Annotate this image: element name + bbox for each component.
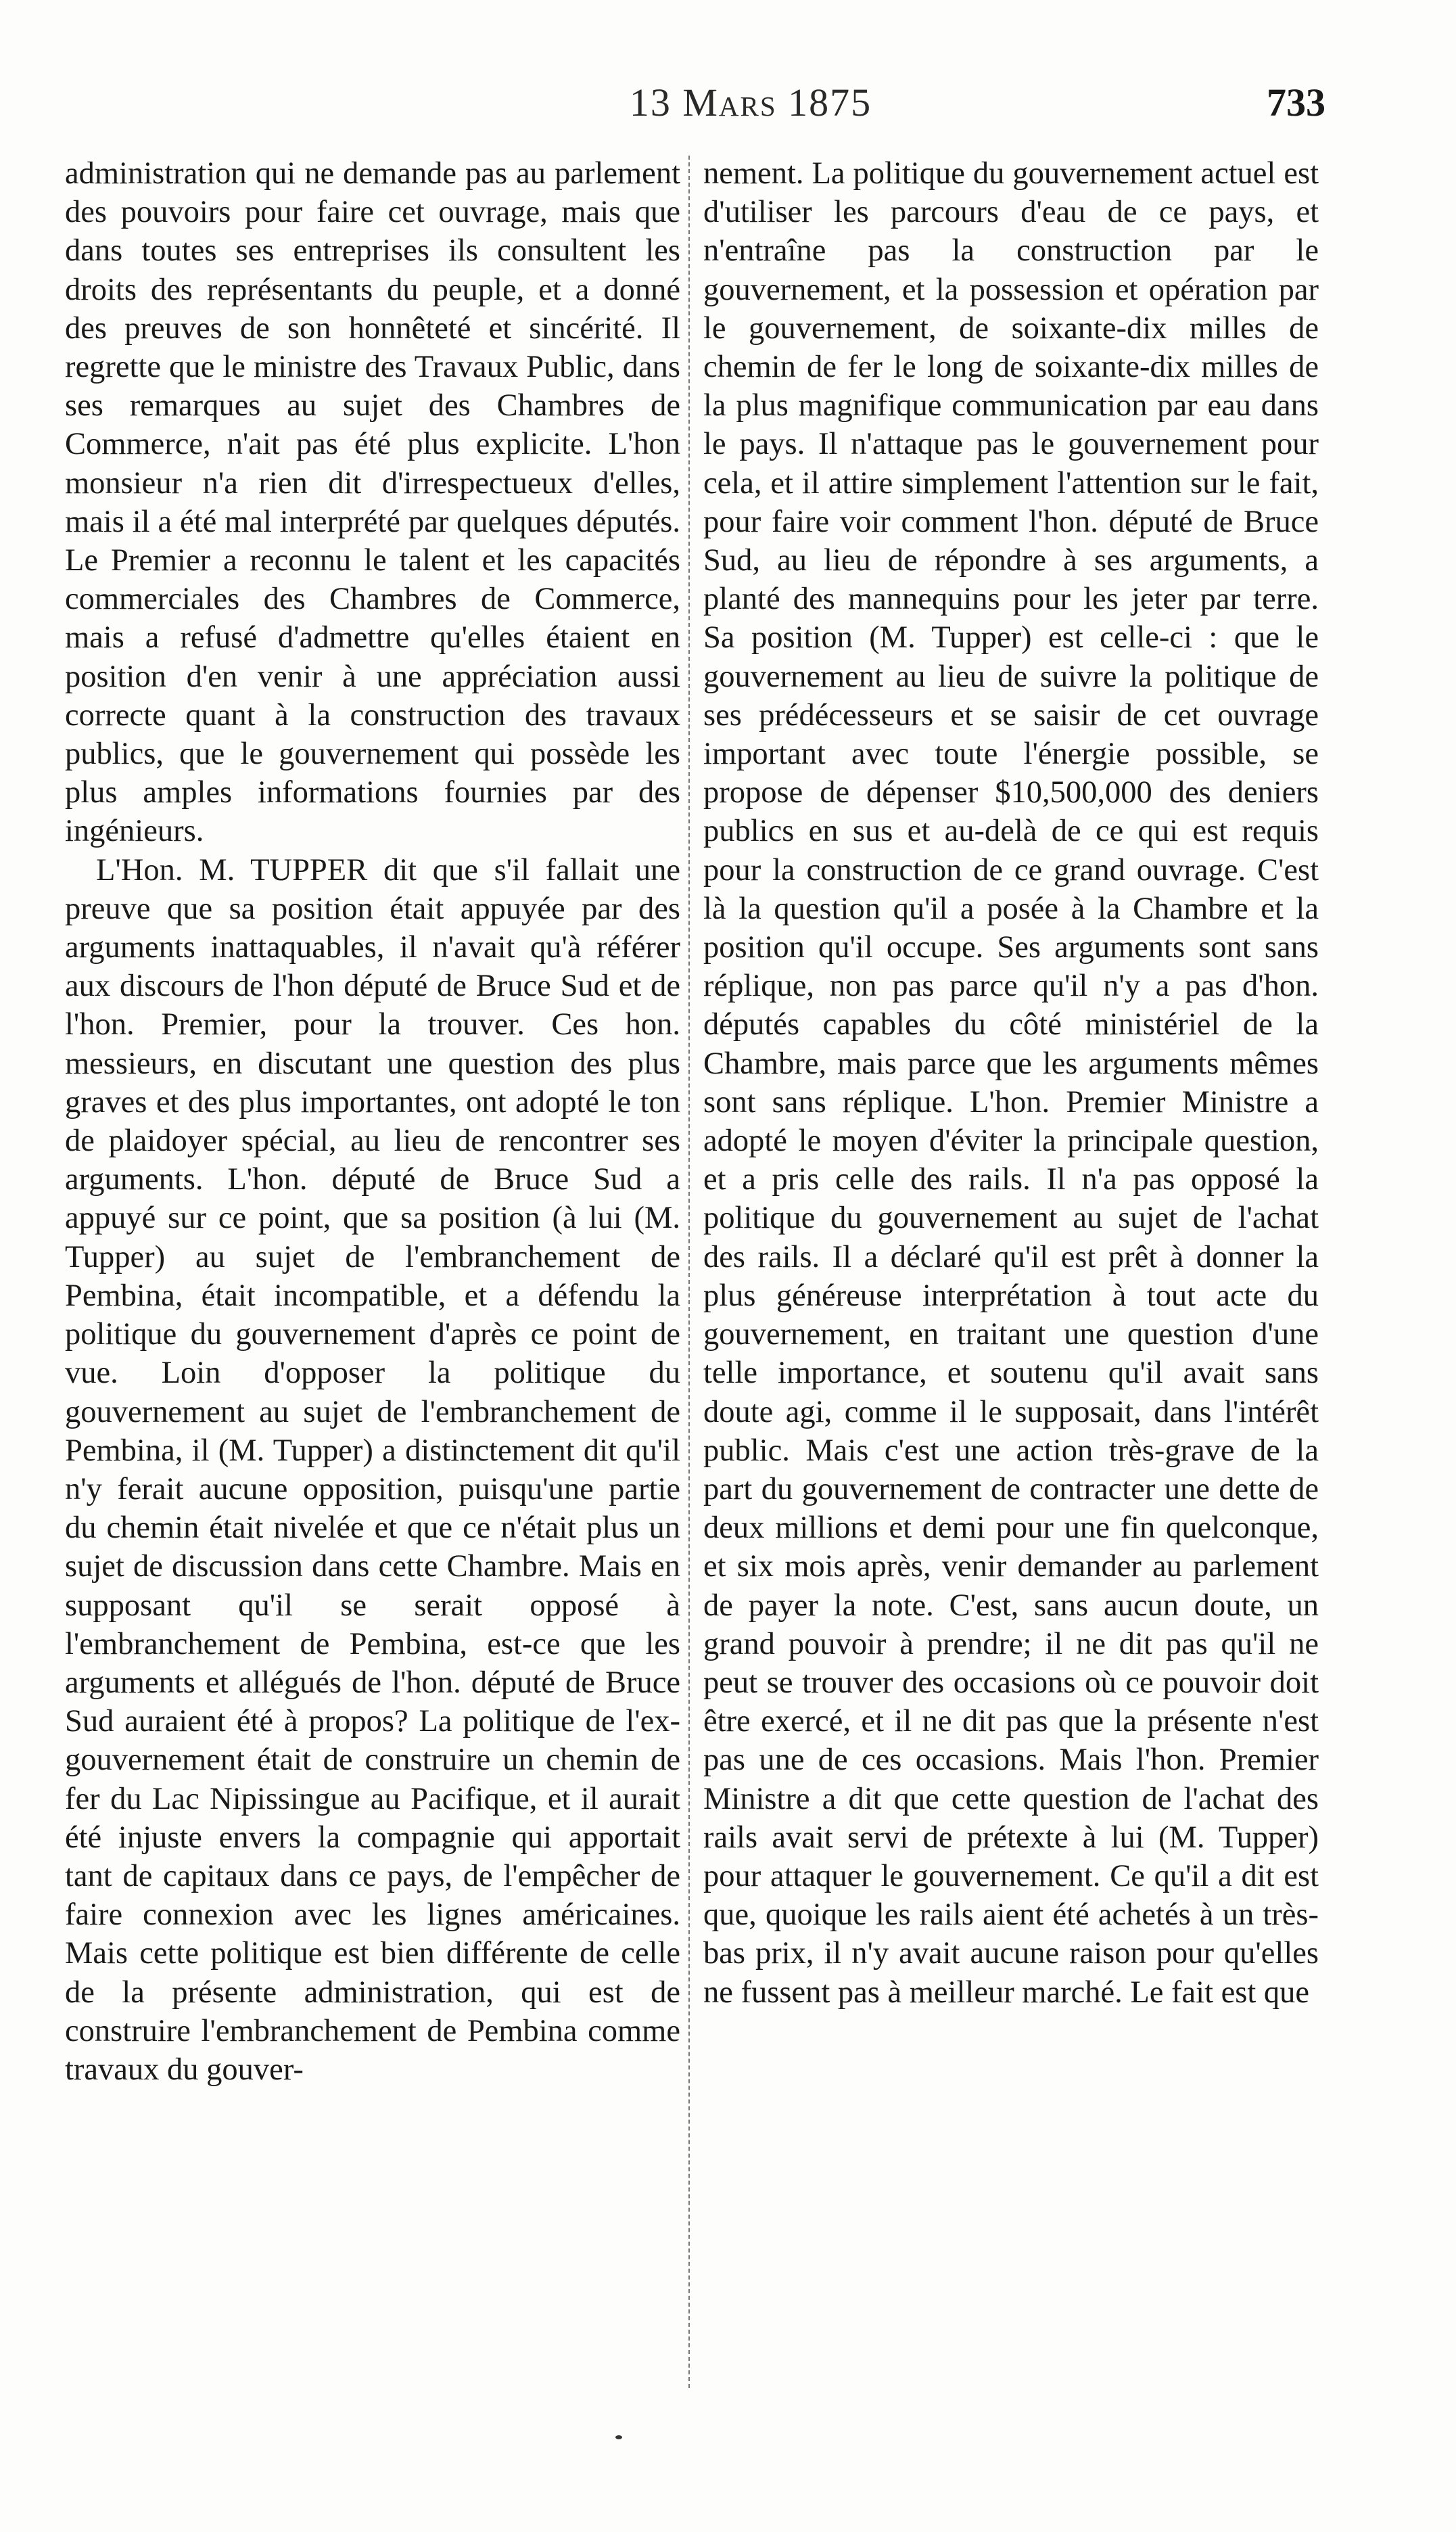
paragraph: L'Hon. M. TUPPER dit que s'il fallait une preuve que sa position était appuyée par des arguments inattaquables, il n'avait qu'à référer aux discours de l'hon député de Bruce Sud et de l'hon. Premier, pour la trouver. Ces hon. messieurs, en discutant une question des plus graves et des plus importantes, ont adopté le ton de plaidoyer spécial, au lieu de rencontrer ses arguments. L'hon. député de Bruce Sud a appuyé sur ce point, que sa position (à lui (M. Tupper) au sujet de l'embranchement de Pembina, était incompatible, et a défendu la politique du gouvernement d'après ce point de vue. Loin d'opposer la politique du gouvernement au sujet de l'embranchement de Pembina, il (M. Tupper) a distinctement dit qu'il n'y ferait aucune opposition, puisqu'une partie du chemin était nivelée et que ce n'était plus un sujet de discussion dans cette Chambre. Mais en supposant qu'il se serait opposé à l'embranchement de Pembina, est-ce que les arguments et allégués de l'hon. député de Bruce Sud auraient été à propos? La politique de l'ex-gouvernement était de construire un chemin de fer du Lac Nipissingue au Pacifique, et il aurait été injuste envers la compagnie qui apportait tant de capitaux dans ce pays, de l'empêcher de faire connexion avec les lignes américaines. Mais cette politique est bien différente de celle de la présente administration, qui est de construire l'embranchement de Pembina comme travaux du gouver- <box>65 852 680 2087</box>
paragraph: nement. La politique du gouvernement actuel est d'utiliser les parcours d'eau de ce pays, et n'entraîne pas la construction par le gouvernement, et la possession et opération par le gouvernement, de soixante-dix milles de chemin de fer le long de soixante-dix milles de la plus magnifique communication par eau dans le pays. Il n'attaque pas le gouvernement pour cela, et il attire simplement l'attention sur le fait, pour faire voir comment l'hon. député de Bruce Sud, au lieu de répondre à ses arguments, a planté des mannequins pour les jeter par terre. Sa position (M. Tupper) est celle-ci : que le gouvernement au lieu de suivre la politique de ses prédécesseurs et se saisir de cet ouvrage important avec toute l'énergie possible, se propose de dépenser $10,500,000 des deniers publics en sus et au-delà de ce qui est requis pour la construction de ce grand ouvrage. C'est là la question qu'il a posée à la Chambre et la position qu'il occupe. Ses arguments sont sans réplique, non pas parce qu'il n'y a pas d'hon. députés capables du côté ministériel de la Chambre, mais parce que les arguments mêmes sont sans réplique. L'hon. Premier Ministre a adopté le moyen d'éviter la principale question, et a pris celle des rails. Il n'a pas opposé la politique du gouvernement au sujet de l'achat des rails. Il a déclaré qu'il est prêt à donner la plus généreuse interprétation à tout acte du gouvernement, en traitant une question d'une telle importance, et soutenu qu'il avait sans doute agi, comme il le supposait, dans l'intérêt public. Mais c'est une action très-grave de la part du gouvernement de contracter une dette de deux millions et demi pour une fin quelconque, et six mois après, venir demander au parlement de payer la note. C'est, sans aucun doute, un grand pouvoir à prendre; il ne dit pas qu'il ne peut se trouver des occasions où ce pouvoir doit être exercé, et il ne dit pas que la présente n'est pas une de ces occasions. Mais l'hon. Premier Ministre a dit que cette question de l'achat des rails avait servi de prétexte à lui (M. Tupper) pour attaquer le gouvernement. Ce qu'il a dit est que, quoique les rails aient été achetés à un très-bas prix, il n'y avait aucune raison pour qu'elles ne fussent pas à meilleur marché. Le fait est que <box>703 156 1319 2010</box>
page-number: 733 <box>1267 80 1325 124</box>
column-divider <box>688 156 690 2388</box>
ink-speck <box>615 2435 622 2439</box>
left-column <box>65 154 680 2387</box>
right-column <box>703 154 1319 2387</box>
paragraph: administration qui ne demande pas au parlement des pouvoirs pour faire cet ouvrage, mais que dans toutes ses entreprises ils consultent les droits des représentants du peuple, et a donné des preuves de son honnêteté et sincérité. Il regrette que le ministre des Travaux Public, dans ses remarques au sujet des Chambres de Commerce, n'ait pas été plus explicite. L'hon monsieur n'a rien dit d'irrespectueux d'elles, mais il a été mal interprété par quelques députés. Le Premier a reconnu le talent et les capacités commerciales des Chambres de Commerce, mais a refusé d'admettre qu'elles étaient en position d'en venir à une appréciation aussi correcte quant à la construction des travaux publics, que le gouvernement qui possède les plus amples informations fournies par des ingénieurs. <box>65 156 680 849</box>
page-header <box>68 80 1325 134</box>
header-date: 13 Mars 1875 <box>629 80 872 124</box>
